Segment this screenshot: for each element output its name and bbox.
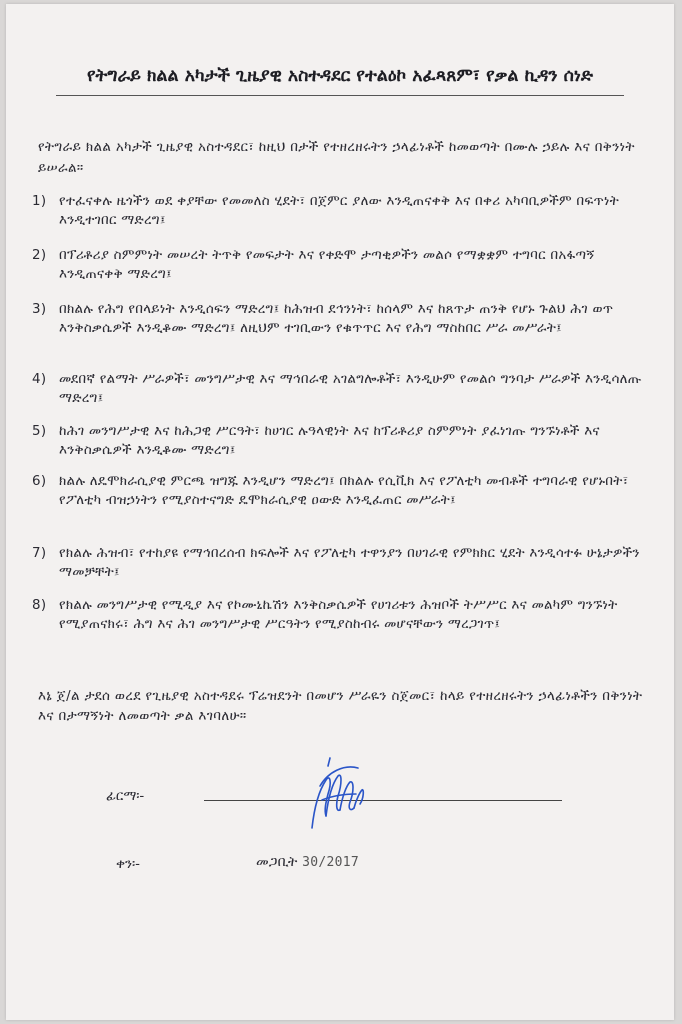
signature-label: ፊርማ፡- — [106, 789, 145, 804]
list-item — [32, 472, 644, 510]
list-item — [32, 246, 644, 284]
handwritten-signature — [298, 750, 368, 834]
list-item — [32, 192, 644, 230]
item-number: 5) — [32, 424, 47, 439]
item-text: የክልሉ ሕዝብ፣ የተከያዩ የማኅበረሰብ ክፍሎች እና የፖለቲካ ተዋንያን በሀገራዊ የምክክር ሂደት እንዲሳተፉ ሁኔታዎችን ማመቻቸት፤ — [59, 546, 640, 580]
item-text: የክልሉ መንግሥታዊ የሚዲያ እና የኮሙኒኬሽን እንቅስቃሴዎች የሀገሪቱን ሕዝቦች ትሥሥር እና መልካም ግንኙነት የሚያጠናክሩ፣ ሕግ እና ሕገ መንግሥታዊ ሥርዓትን የሚያስከብሩ መሆናቸውን ማረጋገጥ፤ — [59, 598, 618, 632]
item-number: 3) — [32, 302, 47, 317]
item-text: የተፈናቀሉ ዜጎችን ወደ ቀያቸው የመመለስ ሂደት፣ በጀምር ያለው እንዲጠናቀቅ እና በቀሪ አካባቢዎችም በፍጥነት እንዲተገበር ማድረግ፤ — [59, 194, 619, 228]
list-item — [32, 596, 644, 634]
item-number: 6) — [32, 474, 47, 489]
item-number: 2) — [32, 248, 47, 263]
item-number: 4) — [32, 372, 47, 387]
item-number: 8) — [32, 598, 47, 613]
list-item — [32, 370, 644, 408]
document-title: የትግራይ ክልል አካታች ጊዜያዊ አስተዳደር የተልዕኮ አፈጻጸም፣ የቃል ኪዳን ሰነድ — [87, 66, 593, 86]
item-text: መደበኛ የልማት ሥራዎች፣ መንግሥታዊ እና ማኅበራዊ አገልግሎቶች፣ እንዲሁም የመልሶ ግንባታ ሥራዎች እንዲሳለጡ ማድረግ፤ — [59, 372, 642, 406]
signature-line — [204, 800, 562, 801]
intro-paragraph: የትግራይ ክልል አካታች ጊዜያዊ አስተዳደር፣ ከዚህ በታች የተዘረዘሩትን ኃላፊነቶች ከመወጣት በሙሉ ኃይሉ እና በቅንነት ይሠራል። — [38, 140, 635, 176]
date-number: 30/2017 — [302, 855, 360, 870]
item-text: በፕሪቶሪያ ስምምነት መሠረት ትጥቅ የመፍታት እና የቀድሞ ታጣቂዎችን መልሶ የማቋቋም ተግባር በአፋጣኝ እንዲጠናቀቅ ማድረግ፤ — [59, 248, 595, 282]
date-label: ቀን፡- — [116, 857, 140, 872]
list-item — [32, 544, 644, 582]
date-value — [256, 854, 359, 870]
item-number: 7) — [32, 546, 47, 561]
closing-statement: እኔ ጀ/ል ታደሰ ወረደ የጊዜያዊ አስተዳደሩ ፕሬዝደንት በመሆን ሥራዬን ስጀመር፣ ከላይ የተዘረዘሩትን ኃላፊነቶችን በቅንነት እና በታማኝነት ለመወጣት ቃል እገባለሁ። — [38, 689, 643, 724]
item-number: 1) — [32, 194, 47, 209]
date-month: መጋቢት — [256, 854, 298, 870]
item-text: ክልሉ ለዴሞክራሲያዊ ምርጫ ዝግጁ እንዲሆን ማድረግ፤ በክልሉ የሲቪክ እና የፖለቲካ መብቶች ተግባራዊ የሆኑበት፣ የፖለቲካ ብዝኃነትን የሚያስተናግድ ዴሞክራሲያዊ ዐውድ እንዲፈጠር መሥራት፤ — [59, 474, 629, 508]
list-item — [32, 300, 644, 338]
title-underline — [56, 95, 624, 96]
item-text: በክልሉ የሕግ የበላይነት እንዲሰፍን ማድረግ፤ ከሕዝብ ደኅንነት፣ ከሰላም እና ከጸጥታ ጠንቅ የሆኑ ጉልህ ሕገ ወጥ እንቅስቃሴዎች እንዲቆሙ ማድረግ፤ ለዚህም ተገቢውን የቁጥጥር እና የሕግ ማስከበር ሥራ መሥራት፤ — [59, 302, 614, 336]
list-item — [32, 422, 644, 460]
item-text: ከሕገ መንግሥታዊ እና ከሕጋዊ ሥርዓት፣ ከሀገር ሉዓላዊነት እና ከፕሪቶሪያ ስምምነት ያፈነገጡ ግንኙነቶች እና እንቅስቃሴዎች እንዲቆሙ ማድረግ፤ — [59, 424, 600, 458]
document-page — [6, 4, 674, 1020]
